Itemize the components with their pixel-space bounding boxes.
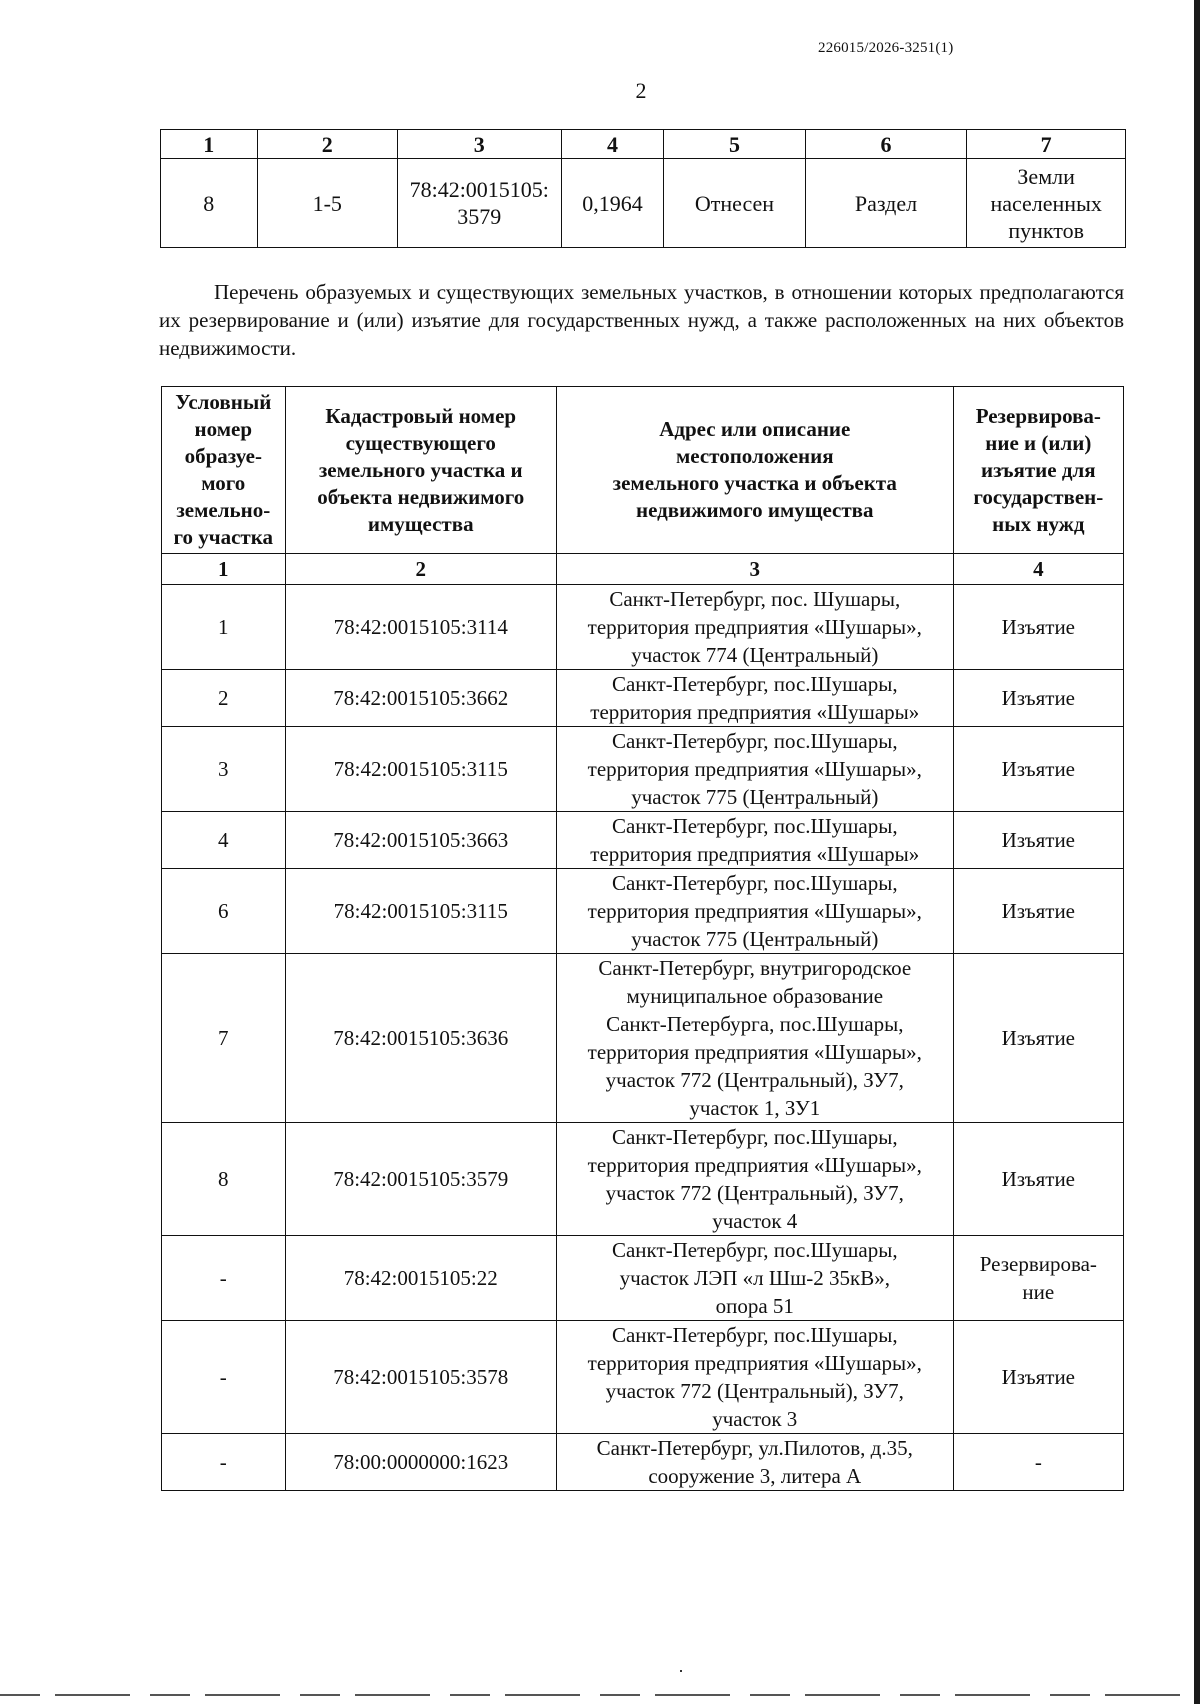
cell-address-line: участок 3 [712,1407,798,1431]
land-plots-table-body [162,585,1124,1491]
header-line: образуе- [184,444,262,468]
header-conditional-number [162,387,286,554]
table-row [162,585,1124,670]
col-number-7: 7 [967,130,1126,159]
cell-address-line: Санкт-Петербурга, пос.Шушары, [606,1012,904,1036]
cell-address-line: участок 775 (Центральный) [631,785,879,809]
scan-speck [680,1670,682,1672]
col-number-1: 1 [161,130,258,159]
cell-address-line: Санкт-Петербург, пос.Шушары, [611,672,898,696]
cell-action [953,954,1123,1123]
col-number-3: 3 [556,554,953,585]
cell-address [556,585,953,670]
header-line: номер [194,417,253,441]
cell-address-line: территория предприятия «Шушары» [590,842,920,866]
cell-address-line: сооружение 3, литера А [648,1464,862,1488]
cell-action-line: Изъятие [1001,1167,1075,1191]
col-number-2: 2 [285,554,556,585]
cell-action-line: Изъятие [1001,686,1075,710]
cell-cadastral-number: 78:42:0015105:22 [285,1236,556,1321]
col-number-5: 5 [664,130,805,159]
header-line: изъятие для [981,457,1096,482]
cell-address-line: участок ЛЭП «л Шш-2 35кВ», [619,1266,890,1290]
header-line: мого [201,471,246,495]
cell-action [953,1434,1123,1491]
cell-address-line: участок 775 (Центральный) [631,927,879,951]
cell-address-line: Санкт-Петербург, пос.Шушары, [611,1323,898,1347]
table-row [162,1123,1124,1236]
header-cadastral-number [285,387,556,554]
cell-address-line: Санкт-Петербург, пос.Шушары, [611,1125,898,1149]
cell-address-line: муниципальное образование [626,984,884,1008]
table-row [162,1321,1124,1434]
cell-address [556,670,953,727]
cell-action-line: Резервирова- [979,1252,1097,1276]
cell-address [556,812,953,869]
cell-action-line: - [1034,1450,1042,1474]
cell-action-line: Изъятие [1001,1026,1075,1050]
cell-cadastral-line: 78:42:0015105: [409,177,549,202]
scan-edge [1194,0,1200,1704]
header-line: земельного участка и объекта [612,471,897,495]
cell-conditional-number: 4 [162,812,286,869]
cell-address-line: Санкт-Петербург, ул.Пилотов, д.35, [596,1436,913,1460]
cell-action [953,1123,1123,1236]
cell-action [953,869,1123,954]
header-line: Кадастровый номер [325,403,517,428]
cell-category-line: Земли [1017,163,1075,189]
header-line: ных нужд [992,511,1085,536]
cell-address-line: участок 772 (Центральный), ЗУ7, [605,1379,904,1403]
table-header-row [161,130,1126,159]
cell-conditional-number: 7 [162,954,286,1123]
col-number-4: 4 [561,130,664,159]
cell-action [953,670,1123,727]
col-number-3: 3 [397,130,561,159]
cell-address [556,1123,953,1236]
cell-address-line: территория предприятия «Шушары» [590,700,920,724]
cell-address-line: Санкт-Петербург, пос.Шушары, [611,814,898,838]
cell-address [556,1321,953,1434]
cell-conditional-number: 2 [162,670,286,727]
col-number-4: 4 [953,554,1123,585]
cell-category-line: пунктов [1008,217,1084,243]
cell-conditional-number: - [162,1434,286,1491]
cell-category-line: населенных [990,190,1102,216]
cell-cadastral-number: 78:42:0015105:3114 [285,585,556,670]
cell-action [953,585,1123,670]
cell-action-line: ние [1022,1280,1055,1304]
header-line: Резервирова- [975,403,1101,428]
page-number: 2 [635,78,647,103]
cell-action [953,1236,1123,1321]
cell-action-line: Изъятие [1001,828,1075,852]
cell-address-line: Санкт-Петербург, пос.Шушары, [611,1238,898,1262]
cell-action-line: Изъятие [1001,757,1075,781]
cell-range: 1-5 [257,159,397,248]
header-line: Адрес или описание [659,417,851,441]
cell-address-line: Санкт-Петербург, пос.Шушары, [611,729,898,753]
cell-type: Раздел [805,159,967,248]
cell-cadastral-number: 78:42:0015105:3662 [285,670,556,727]
cell-conditional-number: 1 [162,585,286,670]
cell-status: Отнесен [664,159,805,248]
col-number-1: 1 [162,554,286,585]
cell-address-line: участок 774 (Центральный) [631,643,879,667]
cell-conditional-number: 3 [162,727,286,812]
table-row [162,812,1124,869]
header-line: Условный [175,390,272,414]
header-line: местоположения [675,444,834,468]
cell-cadastral-line: 3579 [457,204,502,229]
cell-cadastral-number: 78:42:0015105:3636 [285,954,556,1123]
cell-category [967,159,1126,248]
header-line: недвижимого имущества [636,498,874,522]
cell-address-line: Санкт-Петербург, пос.Шушары, [611,871,898,895]
column-numbers-row [162,554,1124,585]
table-row [162,670,1124,727]
cell-action-line: Изъятие [1001,615,1075,639]
cell-address-line: территория предприятия «Шушары», [587,899,922,923]
table-row [162,1434,1124,1491]
cell-address-line: опора 51 [715,1294,794,1318]
cell-cadastral-number: 78:42:0015105:3115 [285,727,556,812]
cell-conditional-number: - [162,1236,286,1321]
table-row [162,1236,1124,1321]
cell-cadastral-number: 78:00:0000000:1623 [285,1434,556,1491]
header-line: ние и (или) [985,430,1092,455]
cell-address-line: участок 772 (Центральный), ЗУ7, [605,1181,904,1205]
cell-address [556,1434,953,1491]
cell-address-line: участок 1, ЗУ1 [689,1096,821,1120]
cell-address [556,727,953,812]
cell-address-line: территория предприятия «Шушары», [587,615,922,639]
table-continuation [160,129,1126,248]
cell-cadastral-number: 78:42:0015105:3663 [285,812,556,869]
header-reservation [953,387,1123,554]
table-row [162,954,1124,1123]
cell-address-line: территория предприятия «Шушары», [587,757,922,781]
cell-cadastral [397,159,561,248]
cell-cadastral-number: 78:42:0015105:3579 [285,1123,556,1236]
col-number-6: 6 [805,130,967,159]
cell-conditional-number: - [162,1321,286,1434]
cell-action [953,812,1123,869]
document-reference: 226015/2026-3251(1) [818,40,954,56]
header-line: имущества [367,511,474,536]
cell-address-line: участок 4 [712,1209,798,1233]
header-line: существующего [345,430,496,455]
cell-address [556,869,953,954]
cell-action [953,727,1123,812]
scan-bottom-strip [0,1694,1200,1696]
cell-conditional-number: 8 [162,1123,286,1236]
cell-address-line: Санкт-Петербург, внутригородское [598,956,912,980]
cell-address-line: территория предприятия «Шушары», [587,1153,922,1177]
cell-cadastral-number: 78:42:0015105:3115 [285,869,556,954]
cell-number: 8 [161,159,258,248]
header-line: го участка [173,525,274,549]
cell-address-line: участок 772 (Центральный), ЗУ7, [605,1068,904,1092]
header-line: государствен- [973,484,1104,509]
cell-cadastral-number: 78:42:0015105:3578 [285,1321,556,1434]
cell-address [556,954,953,1123]
header-line: земельно- [176,498,271,522]
table-row [161,159,1126,248]
table-row [162,727,1124,812]
header-line: земельного участка и [318,457,523,482]
cell-address [556,1236,953,1321]
cell-address-line: территория предприятия «Шушары», [587,1351,922,1375]
cell-area: 0,1964 [561,159,664,248]
table-row [162,869,1124,954]
table-header-row [162,387,1124,554]
cell-action-line: Изъятие [1001,899,1075,923]
header-address [556,387,953,554]
cell-action-line: Изъятие [1001,1365,1075,1389]
intro-paragraph: Перечень образуемых и существующих земельных участков, в отношении которых предполагаются их резервирование и (или) изъятие для государственных нужд, а также расположенных на них объектов недвижимости. [159,280,1124,360]
cell-action [953,1321,1123,1434]
header-line: объекта недвижимого [317,484,525,509]
cell-conditional-number: 6 [162,869,286,954]
cell-address-line: территория предприятия «Шушары», [587,1040,922,1064]
col-number-2: 2 [257,130,397,159]
cell-address-line: Санкт-Петербург, пос. Шушары, [609,587,901,611]
land-plots-table [161,386,1124,1491]
